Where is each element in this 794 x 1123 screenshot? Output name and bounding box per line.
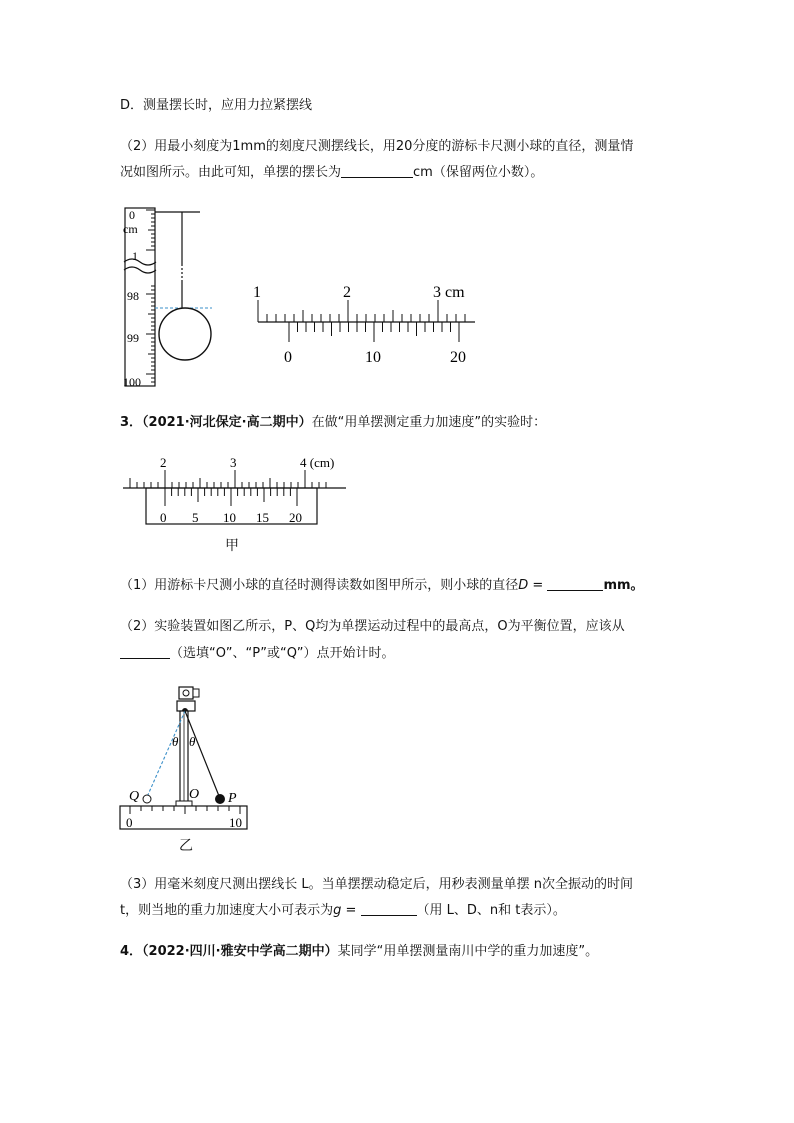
q4-number: 4． — [120, 944, 143, 959]
q2-line1: （2）用最小刻度为1mm的刻度尺测摆线长，用20分度的游标卡尺测小球的直径，测量情 — [120, 139, 634, 154]
figure-yi-pendulum — [116, 684, 251, 834]
q3-number: 3． — [120, 415, 143, 430]
theta-right: θ — [189, 734, 196, 749]
ruler-label-0: 0 — [129, 208, 135, 222]
figure-jia-caption: 甲 — [225, 538, 239, 554]
q3-text: 在做“用单摆测定重力加速度”的实验时： — [311, 415, 547, 430]
vernier-label-10: 10 — [365, 349, 381, 366]
q4-text: 某同学“用单摆测量南川中学的重力加速度”。 — [337, 944, 599, 959]
base-label-10: 10 — [229, 815, 242, 830]
ruler-label-99: 99 — [127, 331, 139, 345]
q3-part3-line2-pre: t，则当地的重力加速度大小可表示为 — [120, 903, 334, 918]
string-to-p — [185, 711, 219, 796]
pendulum-ball — [159, 308, 211, 360]
jia-vernier-label-20: 20 — [289, 510, 302, 525]
vernier-label-0: 0 — [284, 349, 292, 366]
answer-blank-g-expression[interactable] — [361, 901, 417, 916]
figure-ruler-and-vernier — [110, 200, 490, 395]
q4-header — [120, 942, 598, 962]
vernier-label-20: 20 — [450, 349, 466, 366]
q3-part1-pre: （1）用游标卡尺测小球的直径时测得读数如图甲所示，则小球的直径 — [120, 578, 519, 593]
ball-position-p — [215, 794, 225, 804]
main-scale-label-2: 2 — [343, 284, 351, 301]
q3-part1-eq: = — [528, 578, 548, 593]
jia-main-label-2: 2 — [160, 455, 167, 470]
jia-main-label-4cm: 4 (cm) — [300, 455, 335, 470]
main-scale-label-3cm: 3 cm — [433, 284, 465, 301]
ruler-label-cm: cm — [123, 222, 138, 236]
q3-part2-line1: （2）实验装置如图乙所示，P、Q均为单摆运动过程中的最高点，O为平衡位置，应该从 — [120, 619, 625, 634]
label-p: P — [228, 791, 237, 806]
q3-part3-line2-post: （用 L、D、n和 t表示）。 — [416, 903, 566, 918]
vernier-caliper-1 — [253, 284, 475, 366]
q3-part1 — [120, 576, 644, 596]
ruler-label-98: 98 — [127, 289, 139, 303]
q3-part2-line2 — [120, 644, 395, 664]
jia-vernier-label-10: 10 — [223, 510, 236, 525]
q3-part3-eq: = — [341, 903, 361, 918]
label-o: O — [189, 787, 200, 802]
base-label-0: 0 — [126, 815, 133, 830]
var-g: g — [333, 903, 342, 918]
jia-vernier-label-0: 0 — [160, 510, 167, 525]
q3-part2-line2-text: （选填“O”、“P”或“Q”）点开始计时。 — [170, 646, 395, 661]
q2-line2-post: cm（保留两位小数）。 — [413, 165, 544, 180]
q3-header — [120, 413, 546, 433]
answer-blank-diameter[interactable] — [547, 576, 603, 591]
base-ruler — [120, 806, 247, 829]
var-D: D — [518, 578, 529, 593]
figure-jia-vernier — [118, 448, 353, 530]
label-q: Q — [129, 789, 140, 804]
option-d-text: D．测量摆长时，应用力拉紧摆线 — [120, 98, 313, 113]
jia-vernier-label-5: 5 — [192, 510, 199, 525]
theta-left: θ — [172, 734, 179, 749]
answer-blank-start-point[interactable] — [120, 644, 170, 659]
answer-blank-pendulum-length[interactable] — [341, 163, 413, 178]
q3-part3-line1: （3）用毫米刻度尺测出摆线长 L。当单摆摆动稳定后，用秒表测量单摆 n次全振动的时间 — [120, 877, 634, 892]
q3-part3-line2 — [120, 901, 566, 921]
ruler-label-100: 100 — [123, 375, 141, 389]
q2-line2-pre: 况如图所示。由此可知，单摆的摆长为 — [120, 165, 342, 180]
clamp-device — [179, 687, 193, 699]
q3-source: （2021·河北保定·高二期中） — [142, 415, 312, 430]
q3-part1-unit: mm。 — [603, 578, 644, 593]
main-scale-label-1: 1 — [253, 284, 261, 301]
q4-source: （2022·四川·雅安中学高二期中） — [142, 944, 338, 959]
jia-main-label-3: 3 — [230, 455, 237, 470]
string-to-q — [147, 711, 185, 797]
q2-line2 — [120, 163, 543, 183]
figure-yi-caption: 乙 — [179, 838, 193, 854]
ball-position-q — [143, 795, 151, 803]
jia-vernier-label-15: 15 — [256, 510, 269, 525]
ruler-label-1: 1 — [132, 249, 138, 263]
